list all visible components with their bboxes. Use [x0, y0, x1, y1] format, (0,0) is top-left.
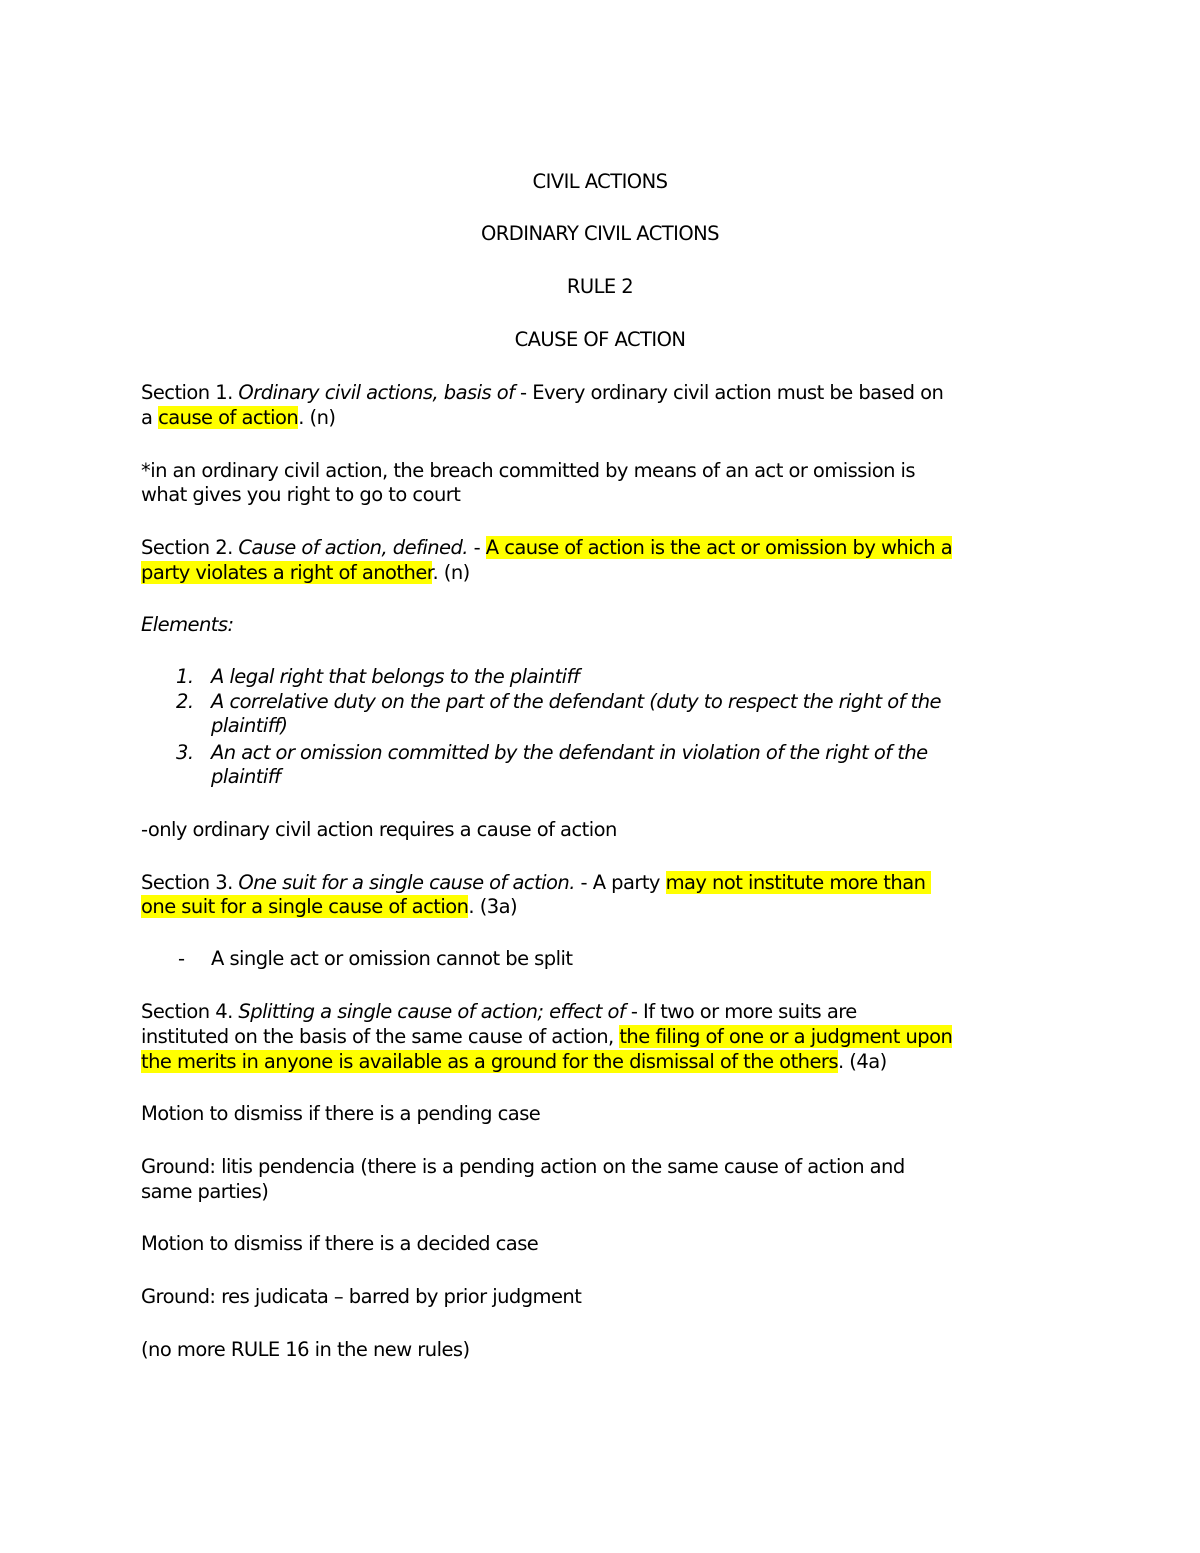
section-2-highlight-1: A cause of action is the act or omission by which a: [485, 536, 953, 559]
section-3-label: Section 3.: [141, 871, 233, 894]
section-2-suffix: . (n): [432, 561, 470, 584]
list-text: plaintiff: [211, 765, 281, 788]
ground-litis-pendencia-1: Ground: litis pendencia (there is a pending action on the same cause of action and: [141, 1155, 905, 1178]
rule-16-note: (no more RULE 16 in the new rules): [141, 1338, 470, 1361]
motion-decided: Motion to dismiss if there is a decided case: [141, 1232, 539, 1255]
section-1-highlight: cause of action: [158, 406, 299, 429]
section-4-label: Section 4.: [141, 1000, 233, 1023]
section-1-label: Section 1.: [141, 381, 233, 404]
section-1-line-2: [141, 405, 335, 430]
section-4-line-3: [141, 1049, 887, 1074]
list-text: A correlative duty on the part of the defendant (duty to respect the right of the: [211, 690, 941, 713]
section-1-line-1: [141, 380, 943, 405]
section-4-line-2: [141, 1024, 952, 1049]
section-4-highlight-2: the merits in anyone is available as a ground for the dismissal of the others: [141, 1050, 838, 1073]
ground-res-judicata: Ground: res judicata – barred by prior judgment: [141, 1285, 582, 1308]
note-1-line-2: what gives you right to go to court: [141, 483, 461, 506]
section-2-highlight-2: party violates a right of another: [141, 561, 433, 584]
section-2-line-2: [141, 560, 470, 585]
heading-rule-2: RULE 2: [566, 275, 634, 298]
elements-label: Elements:: [141, 613, 234, 636]
section-4-text-a: - If two or more suits are: [625, 1000, 857, 1023]
section-2-line-1: [141, 535, 952, 560]
heading-cause-of-action: CAUSE OF ACTION: [514, 328, 686, 351]
section-4-title: Splitting a single cause of action; effect of: [238, 1000, 626, 1023]
ground-litis-pendencia-2: same parties): [141, 1180, 269, 1203]
note-1-line-1: *in an ordinary civil action, the breach committed by means of an act or omission is: [141, 459, 916, 482]
heading-ordinary-civil-actions: ORDINARY CIVIL ACTIONS: [480, 222, 719, 245]
section-3-line-1: [141, 870, 931, 895]
list-text: A legal right that belongs to the plaintiff: [211, 665, 580, 688]
section-1-suffix: . (n): [298, 406, 336, 429]
note-2: -only ordinary civil action requires a cause of action: [141, 818, 617, 841]
section-2-label: Section 2.: [141, 536, 233, 559]
section-3-highlight-2: one suit for a single cause of action: [141, 895, 469, 918]
motion-pending: Motion to dismiss if there is a pending case: [141, 1102, 541, 1125]
section-1-title: Ordinary civil actions, basis of: [238, 381, 515, 404]
section-2-dash: -: [467, 536, 486, 559]
section-1-text-b: a: [141, 406, 159, 429]
list-text: An act or omission committed by the defendant in violation of the right of the: [211, 741, 928, 764]
section-4-line-1: [141, 999, 857, 1024]
list-text: plaintiff): [211, 714, 288, 737]
list-number: 1.: [176, 665, 194, 688]
section-3-title: One suit for a single cause of action.: [238, 871, 575, 894]
list-number: 2.: [176, 690, 194, 713]
section-4-highlight-1: the filing of one or a judgment upon: [619, 1025, 953, 1048]
section-3-text: - A party: [574, 871, 666, 894]
section-3-highlight-1: may not institute more than: [665, 871, 932, 894]
section-3-suffix: . (3a): [468, 895, 518, 918]
section-3-line-2: [141, 894, 517, 919]
section-4-text-b: instituted on the basis of the same cause of action,: [141, 1025, 620, 1048]
dash-bullet-icon: -: [178, 947, 185, 970]
heading-civil-actions: CIVIL ACTIONS: [532, 170, 668, 193]
bullet-text: A single act or omission cannot be split: [211, 947, 573, 970]
section-4-suffix: . (4a): [838, 1050, 887, 1073]
section-1-text: - Every ordinary civil action must be based on: [514, 381, 944, 404]
list-number: 3.: [176, 741, 194, 764]
section-2-title: Cause of action, defined.: [238, 536, 468, 559]
